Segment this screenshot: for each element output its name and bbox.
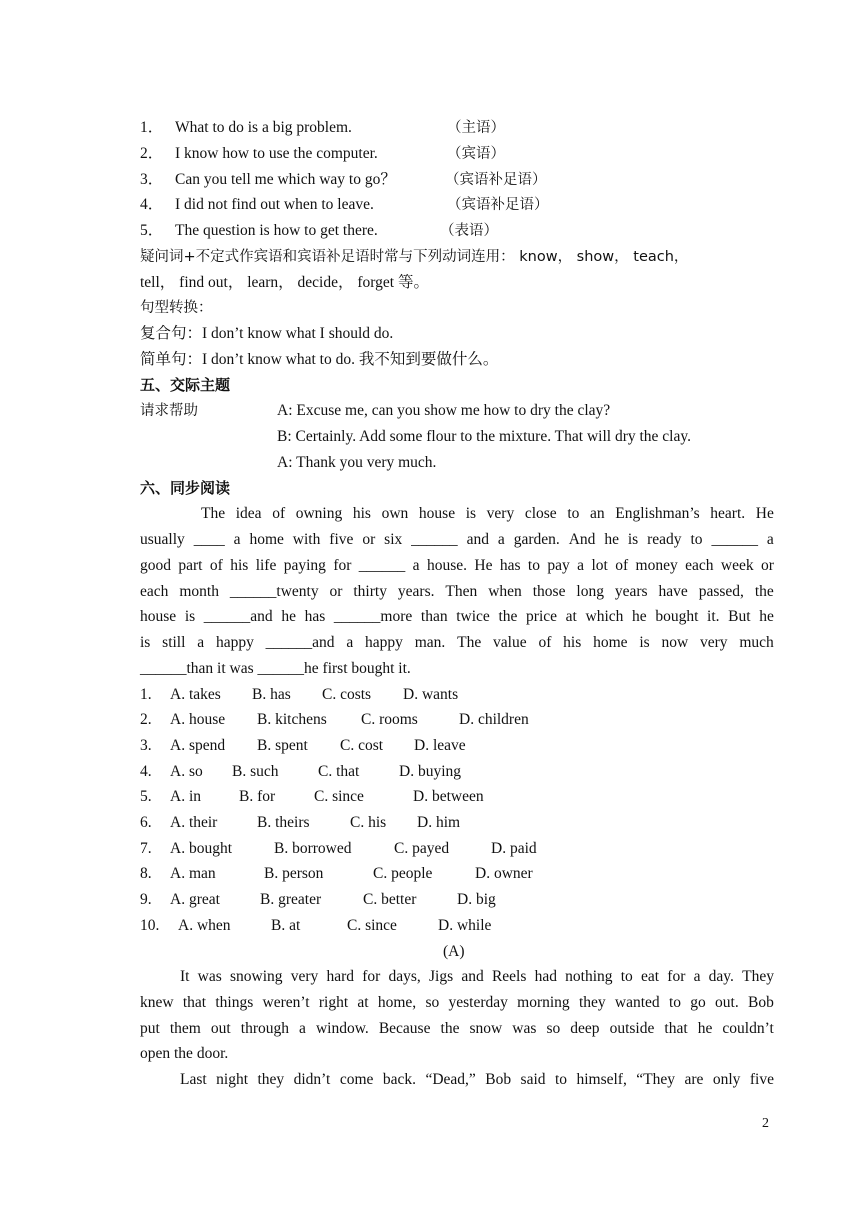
word: a [766, 531, 774, 548]
word: to [567, 505, 580, 522]
word: “They [636, 1071, 676, 1088]
section-5-title: 五、交际主题 [140, 376, 231, 394]
word: for [333, 557, 352, 574]
word: eat [641, 968, 660, 985]
word: that [182, 994, 207, 1011]
word: has [304, 608, 326, 625]
word: The [457, 634, 482, 651]
word: life [255, 557, 277, 574]
word: them [169, 1020, 201, 1037]
question-number: 10. [140, 917, 160, 934]
word: six [384, 531, 403, 548]
word: week [720, 557, 754, 574]
option: A. spend [170, 737, 226, 754]
word: value [493, 634, 527, 651]
word: usually [140, 531, 185, 548]
option: B. greater [260, 891, 322, 908]
question-number: 2. [140, 711, 152, 728]
word: of [615, 557, 629, 574]
word: It [180, 968, 190, 985]
word: to [620, 968, 633, 985]
word: paying [283, 557, 326, 574]
passage-a-line [140, 1019, 774, 1039]
word: lot [591, 557, 608, 574]
word: weren’t [262, 994, 310, 1011]
word: money [635, 557, 678, 574]
verbs-line-2: tell， find out， learn， decide， forget 等。 [140, 274, 429, 291]
word: he [281, 608, 296, 625]
option: B. for [239, 788, 276, 805]
word: go [690, 994, 706, 1011]
word: his [230, 557, 249, 574]
word: happy [215, 634, 254, 651]
option: B. spent [257, 737, 308, 754]
word: or [362, 531, 376, 548]
word: years [614, 583, 648, 600]
word: ____ [193, 531, 225, 548]
word: Reels [491, 968, 527, 985]
word: very [290, 968, 319, 985]
word: ______ [358, 557, 406, 574]
option: A. when [178, 917, 231, 934]
word: And [568, 531, 596, 548]
word: heart. [710, 505, 746, 522]
option: C. better [363, 891, 417, 908]
word: a [233, 531, 241, 548]
word: very [700, 634, 728, 651]
word: it. [707, 608, 720, 625]
option: C. since [347, 917, 397, 934]
word: snow [469, 1020, 503, 1037]
option: D. leave [414, 737, 466, 754]
word: come [339, 1071, 374, 1088]
passage-line [140, 607, 774, 627]
word: knew [140, 994, 174, 1011]
word: of [538, 634, 552, 651]
word: a [197, 634, 205, 651]
word: ready [647, 531, 682, 548]
word: house [140, 608, 177, 625]
word: which [585, 608, 624, 625]
word: owning [295, 505, 343, 522]
word: Because [378, 1020, 431, 1037]
option: A. bought [170, 840, 232, 857]
word: Englishman’s [615, 505, 700, 522]
option: D. owner [475, 865, 533, 882]
simple-sentence: 简单句：I don’t know what to do. 我不知到要做什么。 [140, 351, 499, 368]
word: outside [609, 1020, 655, 1037]
word: still [162, 634, 186, 651]
word: himself, [576, 1071, 627, 1088]
word: much [739, 634, 774, 651]
word: days, [388, 968, 421, 985]
word: window. [315, 1020, 369, 1037]
word: a [346, 634, 354, 651]
word: out [210, 1020, 231, 1037]
word: He [755, 505, 774, 522]
word: Jigs [429, 968, 454, 985]
word: each [140, 583, 169, 600]
passage-line [201, 504, 774, 524]
word: didn’t [293, 1071, 331, 1088]
question-number: 3. [140, 737, 152, 754]
word: at [565, 608, 577, 625]
word: is [140, 634, 151, 651]
word: a [299, 1020, 306, 1037]
word: his [563, 634, 582, 651]
option: D. buying [399, 763, 461, 780]
word: deep [570, 1020, 600, 1037]
word: said [520, 1071, 546, 1088]
word: to [554, 1071, 568, 1088]
word: happy [365, 634, 403, 651]
word: was [197, 968, 222, 985]
option: C. cost [340, 737, 384, 754]
option: D. paid [491, 840, 537, 857]
word: the [498, 608, 518, 625]
word: a [412, 557, 420, 574]
word: man. [414, 634, 446, 651]
word: so [425, 994, 440, 1011]
question-number: 6. [140, 814, 152, 831]
question-number: 5. [140, 788, 152, 805]
verbs-line-1: 疑问词+不定式作宾语和宾语补足语时常与下列动词连用： know， show， teach， [140, 249, 689, 265]
option: A. great [170, 891, 220, 908]
passage-line: ______than it was ______he first bought it. [140, 660, 411, 677]
word: home [593, 634, 628, 651]
word: night [216, 1071, 249, 1088]
word: Then [445, 583, 478, 600]
option: C. payed [394, 840, 450, 857]
passage-a-line [180, 967, 774, 987]
word: own [381, 505, 409, 522]
word: ______ [411, 531, 458, 548]
passage-line [140, 530, 774, 550]
word: ______twenty [229, 583, 319, 600]
word: idea [235, 505, 262, 522]
word: home [249, 531, 284, 548]
word: morning [517, 994, 570, 1011]
word: to [668, 994, 681, 1011]
transform-title: 句型转换： [140, 300, 213, 316]
option: A. man [170, 865, 216, 882]
word: twice [456, 608, 490, 625]
word: back. [382, 1071, 416, 1088]
option: B. theirs [257, 814, 310, 831]
grammar-example: 4． I did not find out when to leave. （宾语补足语） [140, 196, 549, 213]
word: house. [426, 557, 467, 574]
option: C. since [314, 788, 364, 805]
word: he [697, 1020, 713, 1037]
word: home, [377, 994, 417, 1011]
question-number: 9. [140, 891, 152, 908]
word: bought [655, 608, 699, 625]
word: and [461, 968, 484, 985]
word: is [465, 505, 477, 522]
word: for [667, 968, 686, 985]
word: a [693, 968, 701, 985]
word: are [684, 1071, 704, 1088]
word: to [690, 531, 703, 548]
word: passed, [698, 583, 744, 600]
word: a [577, 557, 585, 574]
question-number: 7. [140, 840, 152, 857]
option: B. kitchens [257, 711, 327, 728]
word: ______ [711, 531, 758, 548]
option: D. between [413, 788, 484, 805]
word: Last [180, 1071, 207, 1088]
word: month [179, 583, 219, 600]
word: But [728, 608, 751, 625]
word: day. [708, 968, 734, 985]
option: D. him [417, 814, 461, 831]
option: B. has [252, 686, 291, 703]
option: B. at [271, 917, 301, 934]
passage-a-line: open the door. [140, 1045, 229, 1062]
word: and [466, 531, 489, 548]
word: hard [326, 968, 355, 985]
word: with [292, 531, 321, 548]
question-number: 1. [140, 686, 152, 703]
word: or [329, 583, 343, 600]
word: through [240, 1020, 289, 1037]
word: thirty [353, 583, 387, 600]
word: Bob [485, 1071, 512, 1088]
dialogue-line: A: Thank you very much. [277, 454, 437, 471]
option: C. his [350, 814, 387, 831]
passage-a-line [140, 993, 774, 1013]
word: his [352, 505, 371, 522]
question-number: 4. [140, 763, 152, 780]
option: C. people [373, 865, 433, 882]
word: of [209, 557, 223, 574]
word: the [754, 583, 774, 600]
word: is [639, 634, 650, 651]
passage-line [140, 633, 774, 653]
word: than [420, 608, 448, 625]
word: pay [547, 557, 570, 574]
word: five [329, 531, 354, 548]
word: each [685, 557, 714, 574]
word: when [488, 583, 522, 600]
word: he [632, 608, 647, 625]
word: part [178, 557, 203, 574]
word: house [418, 505, 456, 522]
word: couldn’t [722, 1020, 774, 1037]
word: so [546, 1020, 561, 1037]
option: A. in [170, 788, 201, 805]
question-number: 8. [140, 865, 152, 882]
word: price [526, 608, 558, 625]
option: A. house [170, 711, 226, 728]
option: D. big [457, 891, 496, 908]
option: D. wants [403, 686, 459, 703]
word: is [184, 608, 196, 625]
option: A. takes [170, 686, 221, 703]
word: to [527, 557, 540, 574]
word: those [532, 583, 566, 600]
word: “Dead,” [425, 1071, 476, 1088]
option: B. such [232, 763, 279, 780]
page-number: 2 [762, 1116, 769, 1131]
word: yesterday [448, 994, 508, 1011]
word: that [664, 1020, 688, 1037]
word: now [661, 634, 689, 651]
passage-a-label: (A) [443, 943, 465, 960]
word: Bob [747, 994, 774, 1011]
grammar-example: 3． Can you tell me which way to go？ （宾语补足语） [140, 171, 547, 188]
word: of [272, 505, 286, 522]
word: very [486, 505, 515, 522]
word: garden. [513, 531, 560, 548]
word: He [474, 557, 493, 574]
word: had [534, 968, 557, 985]
word: nothing [565, 968, 613, 985]
word: have [658, 583, 688, 600]
word: for [362, 968, 381, 985]
grammar-example: 5． The question is how to get there. （表语） [140, 222, 498, 239]
section-6-title: 六、同步阅读 [140, 479, 231, 497]
option: D. while [438, 917, 492, 934]
word: an [590, 505, 605, 522]
word: or [760, 557, 774, 574]
topic-label: 请求帮助 [140, 403, 198, 419]
option: C. that [318, 763, 360, 780]
word: They [742, 968, 774, 985]
word: put [140, 1020, 160, 1037]
option: B. borrowed [274, 840, 352, 857]
option: A. their [170, 814, 218, 831]
word: long [576, 583, 604, 600]
word: ______and [265, 634, 335, 651]
word: The [201, 505, 226, 522]
word: only [712, 1071, 741, 1088]
passage-a-line [180, 1070, 774, 1090]
word: they [257, 1071, 285, 1088]
word: ______and [203, 608, 273, 625]
option: B. person [264, 865, 324, 882]
grammar-example: 2． I know how to use the computer. （宾语） [140, 145, 505, 162]
word: snowing [229, 968, 283, 985]
option: C. rooms [361, 711, 418, 728]
passage-line [140, 556, 774, 576]
word: five [749, 1071, 774, 1088]
word: has [499, 557, 521, 574]
word: years. [397, 583, 435, 600]
dialogue-line: A: Excuse me, can you show me how to dry the clay? [277, 402, 611, 419]
word: right [318, 994, 349, 1011]
word: things [215, 994, 254, 1011]
word: they [578, 994, 606, 1011]
grammar-example: 1． What to do is a big problem. （主语） [140, 119, 505, 136]
complex-sentence: 复合句：I don’t know what I should do. [140, 325, 394, 342]
word: was [512, 1020, 537, 1037]
word: he [759, 608, 774, 625]
passage-line [140, 582, 774, 602]
word: the [440, 1020, 460, 1037]
word: he [604, 531, 619, 548]
word: is [627, 531, 639, 548]
option: D. children [459, 711, 529, 728]
dialogue-line: B: Certainly. Add some flour to the mixture. That will dry the clay. [277, 428, 691, 445]
word: close [524, 505, 557, 522]
word: a [497, 531, 505, 548]
word: ______more [333, 608, 413, 625]
word: out. [715, 994, 739, 1011]
option: A. so [170, 763, 203, 780]
word: at [357, 994, 369, 1011]
word: wanted [614, 994, 660, 1011]
word: good [140, 557, 171, 574]
option: C. costs [322, 686, 372, 703]
